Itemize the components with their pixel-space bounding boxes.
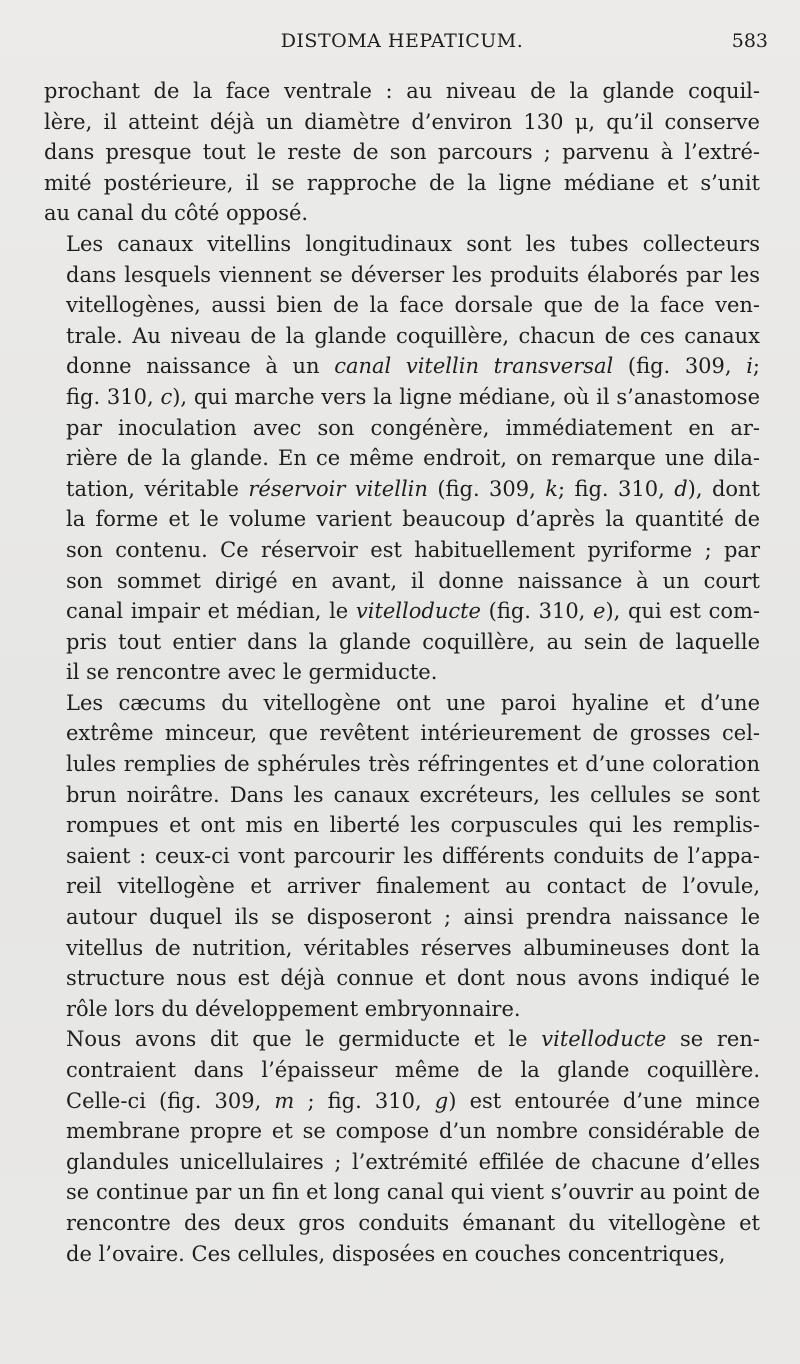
text-line: mité postérieure, il se rapproche de la ligne médiane et s’unit <box>44 170 760 195</box>
paragraph <box>44 688 760 1025</box>
page-number: 583 <box>731 30 768 52</box>
text-line: son contenu. Ce réservoir est habituellement pyriforme ; par <box>66 537 760 562</box>
text-line: autour duquel ils se disposeront ; ainsi prendra naissance le <box>66 905 760 930</box>
text-line: se continue par un fin et long canal qui vient s’ouvrir au point de <box>66 1180 760 1205</box>
text-line: membrane propre et se compose d’un nombre considérable de <box>66 1119 760 1144</box>
text-line: par inoculation avec son congénère, immédiatement en ar- <box>66 415 760 440</box>
text-line: rencontre des deux gros conduits émanant du vitellogène et <box>66 1210 760 1235</box>
page-header <box>44 30 768 66</box>
text-line: extrême minceur, que revêtent intérieurement de grosses cel- <box>66 721 760 746</box>
text-line: vitellogènes, aussi bien de la face dorsale que de la face ven- <box>66 293 760 318</box>
text-line: prochant de la face ventrale : au niveau de la glande coquil- <box>44 79 760 103</box>
running-title: DISTOMA HEPATICUM. <box>280 30 524 52</box>
text-line: saient : ceux-ci vont parcourir les différents conduits de l’appa- <box>66 843 760 868</box>
text-line: Les cæcums du vitellogène ont une paroi hyaline et d’une <box>66 690 760 715</box>
paragraph <box>44 76 760 229</box>
text-line: trale. Au niveau de la glande coquillère, chacun de ces canaux <box>66 323 760 348</box>
text-line: la forme et le volume varient beaucoup d’après la quantité de <box>66 507 760 532</box>
text-line: il se rencontre avec le germiducte. <box>66 660 438 685</box>
text-line: donne naissance à un canal vitellin transversal (fig. 309, i; <box>66 354 760 379</box>
paragraph <box>44 1024 760 1269</box>
text-line: tation, véritable réservoir vitellin (fig. 309, k; fig. 310, d), dont <box>66 476 760 501</box>
text-line: rôle lors du développement embryonnaire. <box>66 996 521 1021</box>
text-line: au canal du côté opposé. <box>44 201 309 226</box>
text-line: canal impair et médian, le vitelloducte (fig. 310, e), qui est com- <box>66 599 761 624</box>
body-text <box>44 76 760 1269</box>
text-line: Les canaux vitellins longitudinaux sont les tubes collecteurs <box>66 231 760 256</box>
text-line: son sommet dirigé en avant, il donne naissance à un court <box>66 568 760 593</box>
text-line: lère, il atteint déjà un diamètre d’environ 130 μ, qu’il conserve <box>44 109 760 134</box>
text-line: contraient dans l’épaisseur même de la glande coquillère. <box>66 1058 760 1082</box>
text-line: rompues et ont mis en liberté les corpuscules qui les remplis- <box>66 813 760 838</box>
text-line: fig. 310, c), qui marche vers la ligne médiane, où il s’anastomose <box>66 384 761 409</box>
text-line: pris tout entier dans la glande coquillère, au sein de laquelle <box>66 629 760 654</box>
text-line: dans presque tout le reste de son parcours ; parvenu à l’extré- <box>44 140 760 165</box>
text-line: Celle-ci (fig. 309, m ; fig. 310, g) est entourée d’une mince <box>66 1088 760 1113</box>
text-line: structure nous est déjà connue et dont nous avons indiqué le <box>66 966 760 991</box>
text-line: vitellus de nutrition, véritables réserves albumineuses dont la <box>66 935 760 960</box>
text-line: Nous avons dit que le germiducte et le vitelloducte se ren- <box>66 1027 760 1052</box>
paragraph <box>44 229 760 688</box>
text-line: glandules unicellulaires ; l’extrémité effilée de chacune d’elles <box>66 1149 760 1174</box>
text-line: brun noirâtre. Dans les canaux excréteurs, les cellules se sont <box>66 782 760 807</box>
text-line: rière de la glande. En ce même endroit, on remarque une dila- <box>66 446 760 471</box>
text-line: dans lesquels viennent se déverser les produits élaborés par les <box>66 262 760 287</box>
text-line: de l’ovaire. Ces cellules, disposées en couches concentriques, <box>66 1241 726 1266</box>
text-line: reil vitellogène et arriver finalement au contact de l’ovule, <box>66 874 760 899</box>
text-line: lules remplies de sphérules très réfringentes et d’une coloration <box>66 752 760 777</box>
